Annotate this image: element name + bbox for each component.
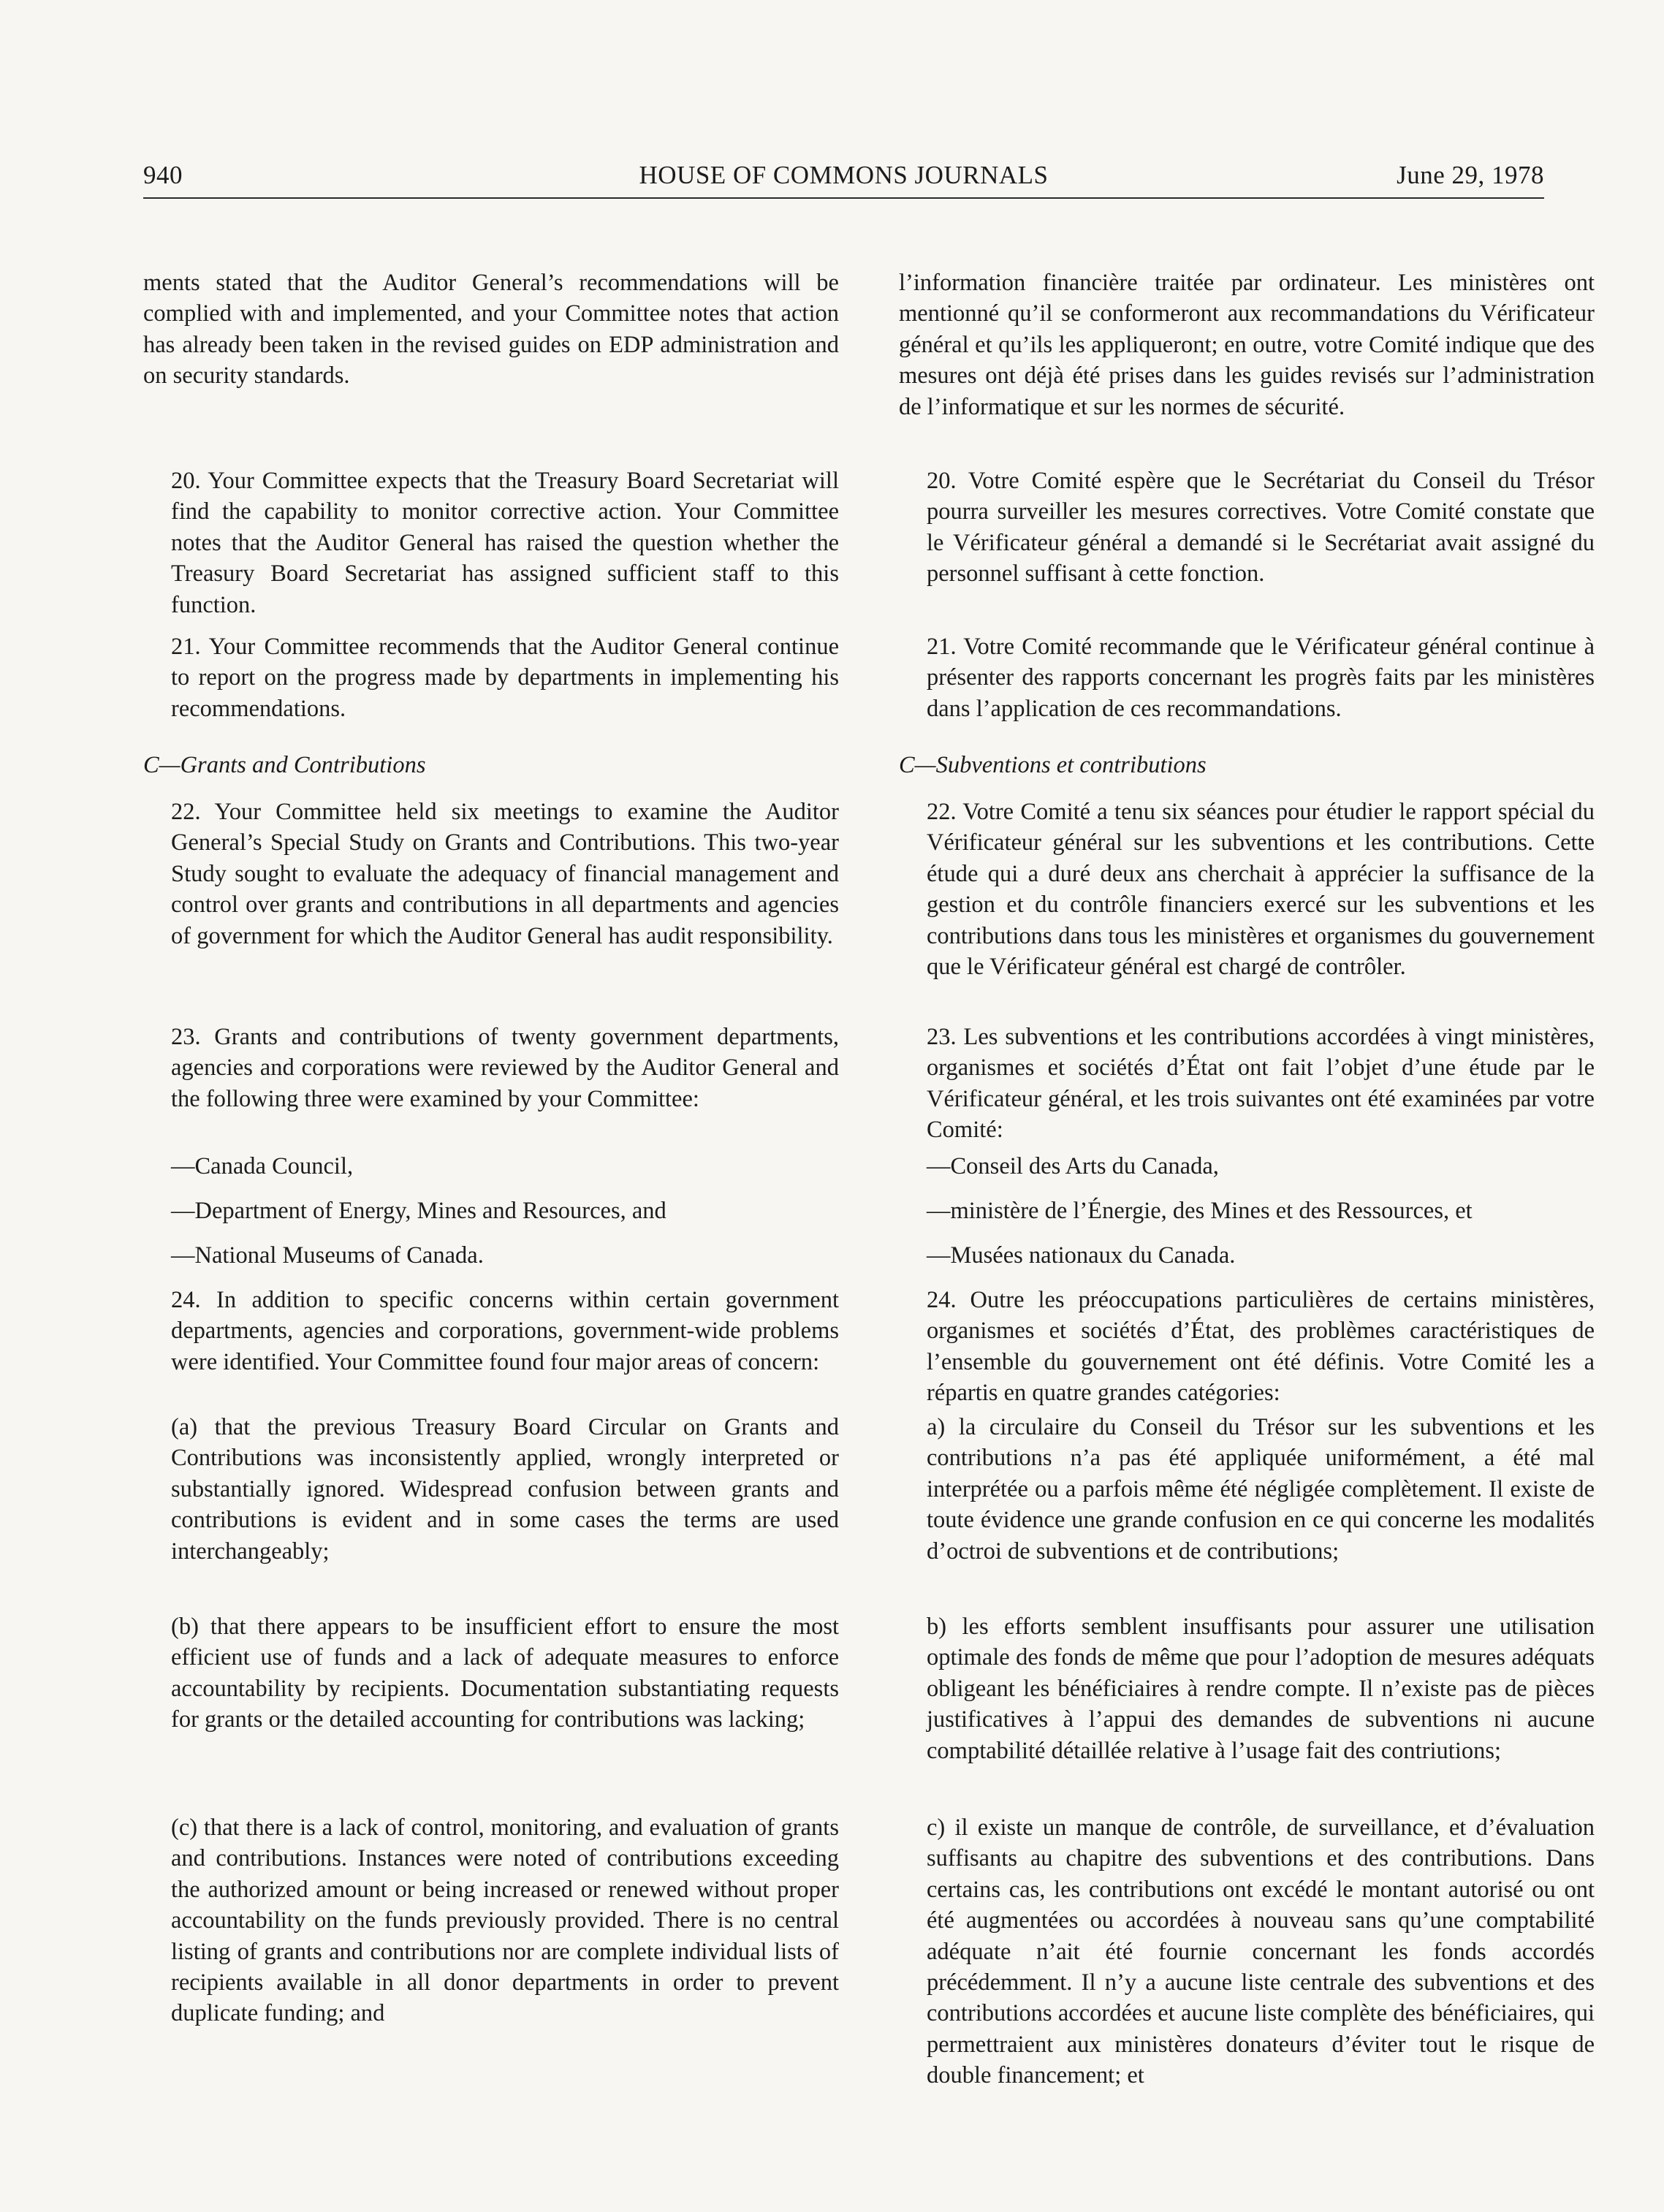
paragraph-continued: ments stated that the Auditor General’s recommendations will be complied with and implemented, and your Committee notes that action has already been taken in the revised guides on EDP administration and on security standards. [143, 270, 839, 389]
paragraph-21: 21. Votre Comité recommande que le Vérificateur général continue à présenter des rapports concernant les progrès faits par les ministères dans l’application de ces recommandations. [927, 634, 1595, 722]
paragraph-24: 24. In addition to specific concerns within certain government departments, agencies and corporations, government-wide problems were identified. Your Committee found four major areas of concern: [171, 1287, 839, 1375]
list-item: —Conseil des Arts du Canada, [927, 1153, 1219, 1179]
paragraph-20: 20. Your Committee expects that the Treasury Board Secretariat will find the capability to monitor corrective action. Your Committee notes that the Auditor General has raised the question whether the Treasury Board Secretariat has assigned sufficient staff to this function. [171, 468, 839, 618]
page-header [143, 159, 1544, 199]
item-a: a) la circulaire du Conseil du Trésor sur les subventions et les contributions n’a pas été appliquée uniformément, a été mal interprétée ou a parfois même été négligée complètement. Il existe de toute évidence une grande confusion en ce qui concerne les modalités d’octroi de subventions et de contributions; [927, 1414, 1595, 1565]
item-a: (a) that the previous Treasury Board Circular on Grants and Contributions was inconsistently applied, wrongly interpreted or substantially ignored. Widespread confusion between grants and contributions is evident and in some cases the terms are used interchangeably; [171, 1414, 839, 1565]
list-item: —National Museums of Canada. [171, 1242, 484, 1269]
paragraph-22: 22. Votre Comité a tenu six séances pour étudier le rapport spécial du Vérificateur général sur les subventions et les contributions. Cette étude qui a duré deux ans cherchait à apprécier la suffisance de la gestion et du contrôle financiers exercé sur les subventions et les contributions dans tous les ministères et organismes du gouvernement que le Vérificateur général est chargé de contrôler. [927, 799, 1595, 981]
list-item: —Department of Energy, Mines and Resources, and [171, 1198, 666, 1224]
section-heading-c: C—Subventions et contributions [899, 752, 1207, 778]
journal-title: HOUSE OF COMMONS JOURNALS [639, 161, 1049, 189]
item-b: b) les efforts semblent insuffisants pour assurer une utilisation optimale des fonds de même que pour l’adoption de mesures adéquats obligeant les bénéficiaires à rendre compte. Il n’existe pas de pièces justificatives à l’appui des demandes de subventions ni aucune comptabilité détaillée relative à l’usage fait des contriutions; [927, 1614, 1595, 1764]
list-item: —ministère de l’Énergie, des Mines et des Ressources, et [927, 1198, 1473, 1224]
journal-date: June 29, 1978 [1397, 161, 1544, 189]
item-c: c) il existe un manque de contrôle, de surveillance, et d’évaluation suffisants au chapitre des subventions et des contributions. Dans certains cas, les contributions ont excédé le montant autorisé ou ont été augmentées ou accordées à nouveau sans qu’une comptabilité adéquate n’ait été fournie concernant les fonds accordés précédemment. Il n’y a aucune liste centrale des subventions et des contributions accordées et aucune liste complète des bénéficiaires, qui permettraient aux ministères donateurs d’éviter tout le risque de double financement; et [927, 1814, 1595, 2089]
item-c: (c) that there is a lack of control, monitoring, and evaluation of grants and contributions. Instances were noted of contributions exceeding the authorized amount or being increased or renewed without proper accountability on the funds previously provided. There is no central listing of grants and contributions nor are complete individual lists of recipients available in all donor departments in order to prevent duplicate funding; and [171, 1814, 839, 2027]
paragraph-22: 22. Your Committee held six meetings to examine the Auditor General’s Special Study on Grants and Contributions. This two-year Study sought to evaluate the adequacy of financial management and control over grants and contributions in all departments and agencies of government for which the Auditor General has audit responsibility. [171, 799, 839, 949]
paragraph-continued: l’information financière traitée par ordinateur. Les ministères ont mentionné qu’il se conformeront aux recommandations du Vérificateur général et qu’ils les appliqueront; en outre, votre Comité indique que des mesures ont déjà été prises dans les guides revisés sur l’administration de l’informatique et sur les normes de sécurité. [899, 270, 1595, 420]
page-number: 940 [143, 161, 183, 189]
section-heading-c: C—Grants and Contributions [143, 752, 426, 778]
paragraph-24: 24. Outre les préoccupations particulières de certains ministères, organismes et sociétés d’État, des problèmes caractéristiques de l’ensemble du gouvernement ont été définis. Votre Comité les a répartis en quatre grandes catégories: [927, 1287, 1595, 1407]
list-item: —Musées nationaux du Canada. [927, 1242, 1236, 1269]
paragraph-23: 23. Les subventions et les contributions accordées à vingt ministères, organismes et sociétés d’État ont fait l’objet d’une étude par le Vérificateur général, et les trois suivantes ont été examinées par votre Comité: [927, 1024, 1595, 1144]
paragraph-20: 20. Votre Comité espère que le Secrétariat du Conseil du Trésor pourra surveiller les mesures correctives. Votre Comité constate que le Vérificateur général a demandé si le Secrétariat avait assigné du personnel suffisant à cette fonction. [927, 468, 1595, 588]
paragraph-23: 23. Grants and contributions of twenty government departments, agencies and corporations were reviewed by the Auditor General and the following three were examined by your Committee: [171, 1024, 839, 1112]
item-b: (b) that there appears to be insufficient effort to ensure the most efficient use of funds and a lack of adequate measures to enforce accountability by recipients. Documentation substantiating requests for grants or the detailed accounting for contributions was lacking; [171, 1614, 839, 1733]
paragraph-21: 21. Your Committee recommends that the Auditor General continue to report on the progress made by departments in implementing his recommendations. [171, 634, 839, 722]
list-item: —Canada Council, [171, 1153, 354, 1179]
